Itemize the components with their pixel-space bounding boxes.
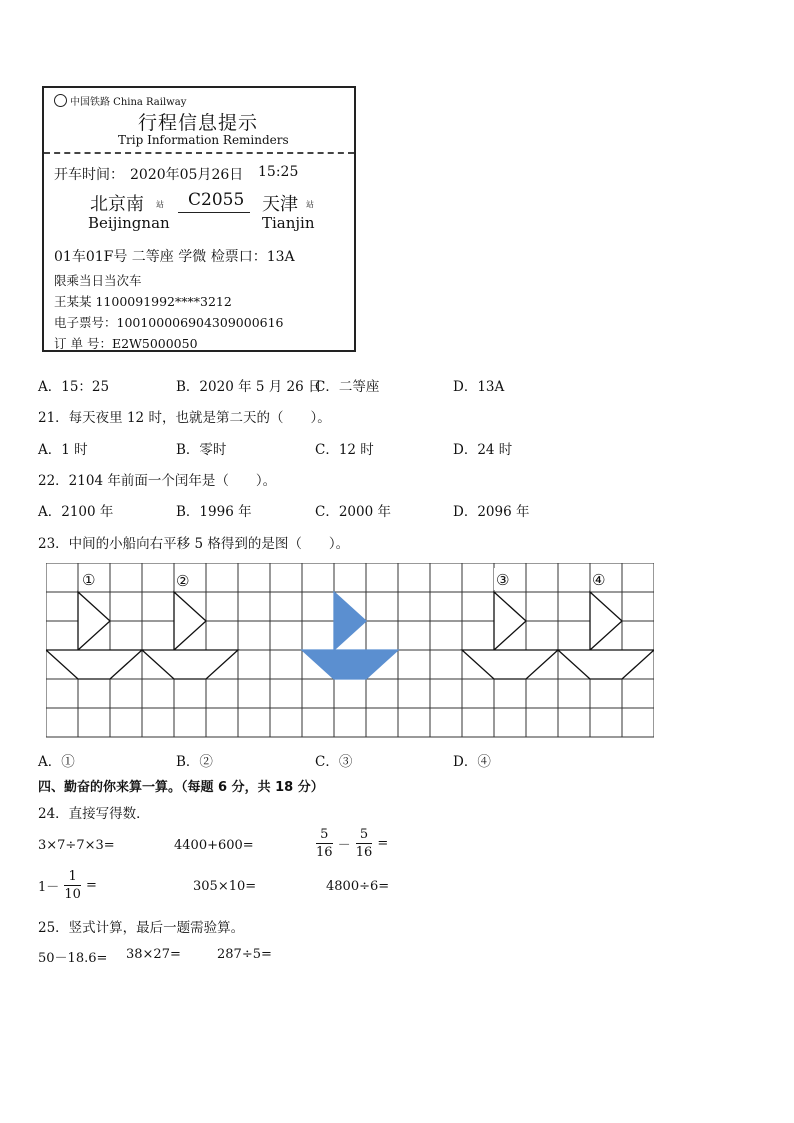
q23-option-a: A．① [38, 754, 75, 770]
ticket-note: 限乘当日当次车 [54, 273, 142, 288]
q21-option-b: B．零时 [176, 442, 227, 458]
fraction-5-16-a: $\frac{5}{16}$ [316, 827, 333, 860]
boat-label-2: ② [176, 572, 190, 590]
boat-1-sail [78, 592, 110, 650]
departure-label: 开车时间： [54, 167, 124, 183]
q22-option-c: C．2000 年 [315, 504, 391, 520]
to-station-suffix: 站 [306, 200, 314, 209]
middle-boat-sail [334, 592, 366, 650]
boat-label-4: ④ [592, 571, 606, 589]
ticket-title-en: Trip Information Reminders [118, 133, 289, 147]
q21-option-a: A．1 时 [38, 442, 88, 458]
middle-boat-hull [302, 650, 398, 679]
q22-question: 22．2104 年前面一个闰年是（ ）。 [38, 473, 277, 489]
q22-option-a: A．2100 年 [38, 504, 114, 520]
from-station-cn: 北京南 [90, 194, 144, 215]
q23-option-b: B．② [176, 754, 213, 770]
q20-option-c: C．二等座 [315, 379, 380, 395]
boat-1-hull [46, 650, 142, 679]
departure-date: 2020年05月26日 [130, 167, 244, 183]
ticket-header: 中国铁路 China Railway [70, 97, 187, 108]
q25-expr-3: 287÷5= [217, 947, 272, 962]
from-station-suffix: 站 [156, 200, 164, 209]
q20-option-a: A．15：25 [38, 379, 110, 395]
boat-4-sail [590, 592, 622, 650]
q23-option-c: C．③ [315, 754, 353, 770]
to-station-cn: 天津 [262, 194, 298, 215]
boat-2-hull [142, 650, 238, 679]
boat-grid-svg [46, 563, 654, 738]
q22-option-d: D．2096 年 [453, 504, 530, 520]
fraction-5-16-b: $\frac{5}{16}$ [355, 827, 373, 860]
passenger-info: 王某某 1100091992****3212 [54, 294, 232, 309]
boat-4-hull [558, 650, 654, 679]
q21-question: 21．每天夜里 12 时，也就是第二天的（ ）。 [38, 410, 331, 426]
order-number: 订 单 号：E2W5000050 [54, 336, 198, 351]
q22-option-b: B．1996 年 [176, 504, 252, 520]
train-ticket-image [42, 86, 356, 352]
q21-option-c: C．12 时 [315, 442, 374, 458]
q21-option-d: D．24 时 [453, 442, 513, 458]
fraction-1-10: $\frac{1}{10}$ [64, 869, 81, 902]
boat-2-sail [174, 592, 206, 650]
boat-label-1: ① [82, 571, 96, 589]
q24-expr-3: $\frac{5}{16}$ － $\frac{5}{16}$ = [316, 827, 389, 860]
q24-expr-5: 305×10= [193, 879, 257, 894]
boat-label-3: ③ [496, 571, 510, 589]
q25-expr-1: 50－18.6= [38, 951, 108, 966]
eticket-number: 电子票号：10010000690430900061​6 [54, 315, 284, 330]
q24-expr-1: 3×7÷7×3= [38, 838, 115, 853]
q25-expr-2: 38×27= [126, 947, 181, 962]
train-number: C2055 [188, 190, 245, 210]
seat-info: 01车01F号 二等座 学微 检票口：13A [54, 249, 295, 265]
china-railway-logo-icon [54, 94, 67, 107]
q23-question: 23．中间的小船向右平移 5 格得到的是图（ ）。 [38, 536, 350, 552]
boat-3-sail [494, 592, 526, 650]
departure-time: 15:25 [258, 164, 299, 180]
boat-grid-figure [46, 563, 654, 738]
q20-option-d: D．13A [453, 379, 505, 395]
ticket-title-cn: 行程信息提示 [138, 112, 259, 134]
boat-3-hull [462, 650, 558, 679]
q24-expr-6: 4800÷6= [326, 879, 390, 894]
section-4-heading: 四、勤奋的你来算一算。（每题 6 分，共 18 分） [38, 780, 324, 795]
ticket-divider [44, 152, 354, 154]
q20-option-b: B．2020 年 5 月 26 日 [176, 379, 322, 395]
q23-option-d: D．④ [453, 754, 491, 770]
q24-question: 24．直接写得数． [38, 806, 150, 822]
train-arrow-line [178, 212, 250, 213]
to-station-en: Tianjin [262, 214, 315, 232]
q24-expr-2: 4400+600= [174, 838, 254, 853]
q24-expr-4: 1－ $\frac{1}{10}$ = [38, 869, 97, 902]
q25-question: 25．竖式计算，最后一题需验算。 [38, 920, 245, 936]
from-station-en: Beijingnan [88, 214, 170, 232]
